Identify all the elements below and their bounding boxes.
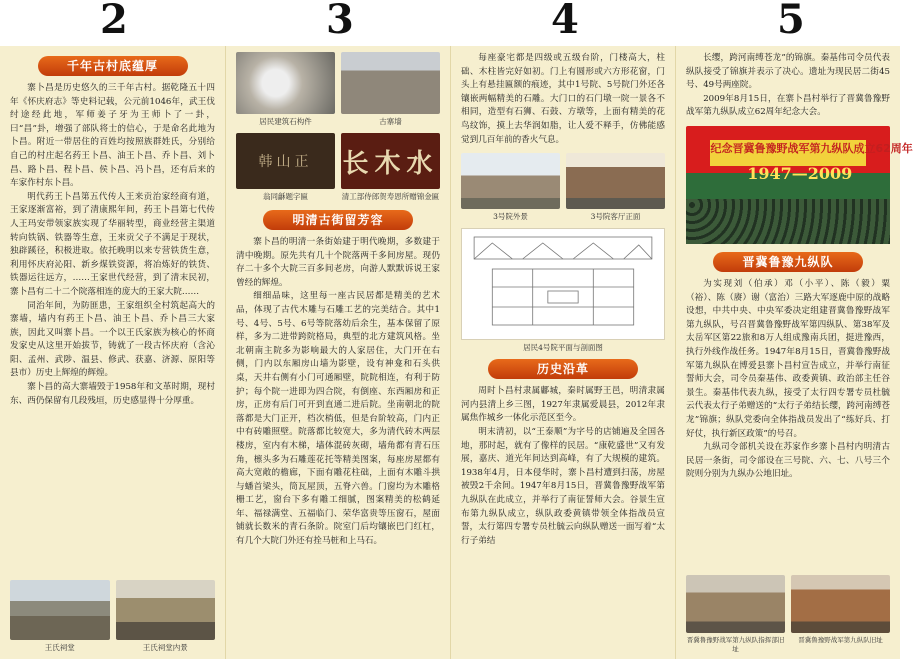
photo-row [10, 580, 215, 653]
panel-history [450, 46, 675, 659]
panel-ancient-village [0, 46, 225, 659]
paragraph: 周时卜昌村隶属鄘城，秦时属野王邑，明清隶属河内县清上乡三图，1927年隶属爱晨县，2012年隶属焦作城乡一体化示范区至今。 [461, 386, 665, 424]
photo-caption: 翁同龢题字匾 [263, 192, 308, 201]
photo-row [236, 52, 440, 127]
floor-plan-drawing [461, 228, 665, 340]
page-number: 5 [777, 0, 805, 43]
section-heading: 晋冀鲁豫九纵队 [713, 252, 863, 272]
courtyard-3-exterior-photo [461, 153, 560, 209]
ancestral-hall-interior-photo [116, 580, 216, 640]
paragraph: 寨卜昌是历史悠久的三千年古村。据乾隆五十四年《怀庆府志》等史料记载，公元前1046年，武王伐纣途经此地，军师姜子牙为王师卜了一卦，曰“昌”卦，增强了部队将士的信心，于是命名此地为卜昌。附近一带居住的百姓均按照族群姓氏，分别给自己的村庄起名药王卜昌、油王卜昌、乔卜昌、刘卜昌、路卜昌、程卜昌、侯卜昌、冯卜昌，还有后来的车家作村东卜昌。 [10, 83, 215, 189]
photo-caption: 王氏祠堂 [44, 643, 75, 652]
stone-carving-photo [236, 52, 335, 114]
photo-caption: 古寨墙 [379, 117, 402, 126]
photo-caption: 清工部侍郎贺寿恩所赠锦金匾 [341, 192, 440, 201]
page-number: 4 [551, 0, 579, 43]
panel-ninth-column [675, 46, 913, 659]
photo-caption: 晋冀鲁豫野战军第九纵队指挥部旧址 [686, 636, 785, 653]
photo-caption: 3号院客厅正面 [590, 212, 641, 222]
courtyard-3-hall-photo [566, 153, 665, 209]
paragraph: 寨卜昌的高大寨墙毁于1958年和文革时期，现村东、西仍保留有几段残垣，历史感显得十分厚重。 [10, 382, 215, 406]
paragraph: 每座豪宅都是四级或五级台阶，门楼高大，柱础、木柱皆完好如初。门上有圆形或六方形花窗，门头上有悬挂匾额的痕迹，其中1号院、5号院门外还各镶嵌两幅精美的石雕。大门口的石门墩一院一景各不相同，造型有石狮、石鼓、方墩等，上面有精美的花鸟纹饰，摸上去华润如脂，让人爱不释手，仿佛能感觉到几百年前的香火气息。 [461, 53, 665, 145]
paragraph: 九纵司令部机关设在苏家作乡寨卜昌村内明清古民居一条街，司令部设在三号院、六、七、八号三个院则分别为九纵办公地旧址。 [686, 442, 890, 480]
floor-plan-svg [462, 229, 664, 339]
section-heading: 历史沿革 [488, 359, 638, 379]
paragraph: 明末清初，以“王泰顺”为字号的店铺遍及全国各地，那时起，就有了像样的民居。“康乾盛世”又有发展，嘉庆、道光年间达到高峰，有了大规模的建筑。1938年4月，日本侵华时，寨卜昌村遭到扫荡，房屋被毁2千余间。1947年8月15日，晋冀鲁豫野战军第九纵队在此成立，并举行了南征誓师大会。谷景生宣布第九纵队成立，纵队政委黄镇带领全体指战员宣誓，太行第四专署专员杜毓云向纵队赠送一面写着“太行子弟结 [461, 426, 665, 546]
photo-row [461, 153, 665, 222]
plaque-text: 韩山正 [258, 154, 313, 170]
paragraph: 长缨，跨河南缚苍龙”的锦旗。秦基伟司令员代表纵队接受了锦旗并表示了决心。遗址为现民居二街45号、49号两座院。 [686, 53, 890, 91]
panel-ming-qing-street [225, 46, 450, 659]
photo-caption: 3号院外景 [493, 212, 528, 222]
ceremony-years: 1947—2009 [747, 163, 853, 183]
ancient-wall-photo [341, 52, 440, 114]
headquarters-site-photo [686, 575, 785, 633]
paragraph: 为实现刘（伯承）邓（小平）、陈（毅）粟（裕）、陈（赓）谢（富治）三路大军逐鹿中原的战略设想，中共中央、中央军委决定组建晋冀鲁豫野战军第九纵队，号召晋冀鲁豫野战军第四纵队、第38军及太岳军区第22旅和8万人组成豫南兵团，挺进豫西，执行外线作战任务。1947年8月15日，晋冀鲁豫野战军第九纵队在博爱县寨卜昌村宣告成立，并举行南征誓师大会，司令员秦基伟、政委黄镇、政治部主任谷景生。秦基伟代表九纵，接受了太行四专署专员杜毓云代表太行子弟赠送的“太行子弟结长缨，跨河南缚苍龙”锦旗；纵队党委向全体指战员发出了“练好兵、打好仗，执行新区政策”的号召。 [686, 278, 890, 439]
paragraph: 2009年8月15日，在寨卜昌村举行了晋冀鲁豫野战军第九纵队成立62周年纪念大会。 [686, 93, 890, 118]
photo-caption: 居民建筑石构件 [259, 117, 312, 126]
crowd [686, 199, 890, 244]
paragraph: 寨卜昌的明清一条街始建于明代晚期，多数建于清中晚期。原先共有几十个院落两千多间房屋。现仍存二十多个大院三百多间老房，向游人默默诉说王家曾经的辉煌。 [236, 237, 440, 288]
paragraph: 明代药王卜昌第五代传人王来贡治家经商有道，王家逐渐富裕，到了清康熙年间，药王卜昌第七代传人王玛安带领家族实现了华丽转型，商业经营主渠道转向铁锅、铁器等生意，王来贡父子不满足于现状，独辟蹊径，积极进取。依托晚明以来专营铁货生意，利用怀庆府沁阳、新乡煤铁资源，将冶炼好的铁货、铁器运往远方，……王家世代经营，到了清末民初，寨卜昌有二十二个院落相连的庞大的王家大院…… [10, 191, 215, 297]
photo-caption: 晋冀鲁豫野战军第九纵队旧址 [798, 636, 883, 644]
gilded-plaque-photo [341, 133, 440, 189]
page-number-bar [0, 0, 900, 46]
inscribed-plaque-photo [236, 133, 335, 189]
page-number: 2 [100, 0, 128, 43]
plaque-text: 长木水 [342, 148, 439, 179]
page-number: 3 [326, 0, 354, 43]
photo-row [236, 133, 440, 202]
section-heading: 明清古街留芳容 [263, 210, 413, 230]
wang-ancestral-hall-photo [10, 580, 110, 640]
section-heading: 千年古村底蕴厚 [38, 56, 188, 76]
photo-row [686, 575, 890, 653]
ninth-column-site-photo [791, 575, 890, 633]
paragraph: 细细品味，这里每一座古民居都是精美的艺术品，体现了古代木雕与石雕工艺的完美结合。其中1号、4号、5号、6号等院落幼后余生，基本保留了原样，多为二进带跨院格局，典型的北方建筑风格。坐北朝南主院多为影响最大的人家居住，大门开在右侧，门内以东厢房山墙为影壁，设有神龛和石头供桌，天井右侧有小门可通厢壁，院院相连，有利于防护；每个院一进即为四合院，有倒座、东西厢房和正房，正房有后门可开到直通二进后院。坐南朝北的院落都是大门正开，档次梢低，但是台阶较高，门内正中有砖雕照壁。院落都比较宽大，多为清代砖木两层楼房，室内有木梯，墙体混砖灰砌，墙角都有青石压角，檩头多为石雕莲花托等精美图案，每座房屋都有高大宽敞的檐廊，下面有雕花柱础，上面有木雕斗拱与蟠首梁头，筒瓦屋顶，五脊六兽。门窗均为木雕格栅工艺，窗台下多有雕工细腻，图案精美的松鹤延年、福禄满堂、五福临门、荣华富贵等压窗石，屋面铺就长数米的青石条阶。院室门后均镶嵌巴门红杠，有几个大院门外还有拴马桩和上马石。 [236, 291, 440, 547]
drawing-caption: 居民4号院平面与剖面图 [523, 343, 603, 353]
ceremony-banner: 纪念晋冀鲁豫野战军第九纵队成立62周年 [710, 140, 865, 166]
photo-caption: 王氏祠堂内景 [142, 643, 188, 652]
paragraph: 同治年间，为防匪患，王家组织全村筑起高大的寨墙，墙内有药王卜昌、油王卜昌、乔卜昌三大家族，因此又叫寨卜昌。一个以王氏家族为核心的怀商发家史从这里开始拔节，铸就了一段古怀庆府（含沁阳、孟州、武陟、温县、修武、获嘉、济源、原阳等县市）历史上辉煌的辉煌。 [10, 300, 215, 379]
anniversary-ceremony-photo [686, 126, 913, 244]
